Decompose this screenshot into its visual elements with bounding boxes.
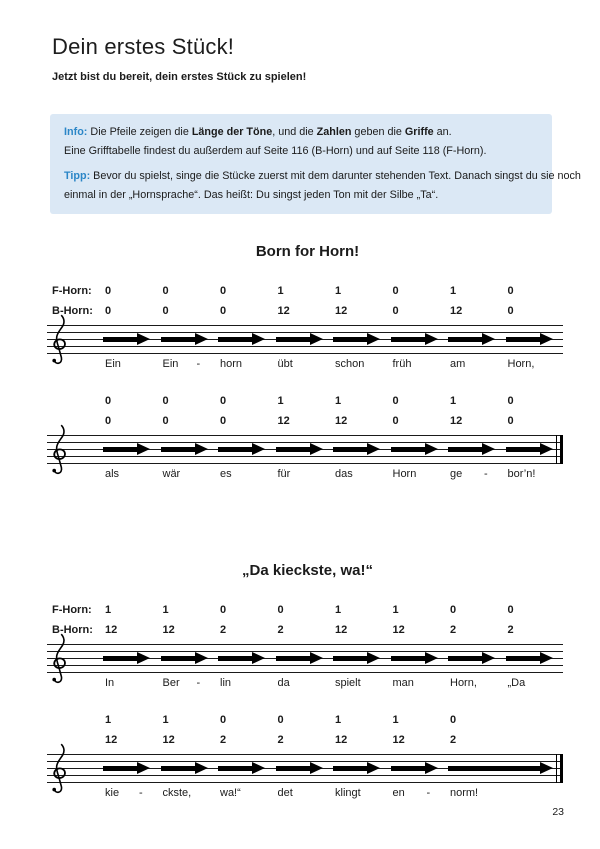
fingering-cell: 0 [392, 305, 399, 317]
infobox-line [64, 123, 538, 142]
fingering-cell: 12 [335, 624, 348, 636]
fingering-cell: 2 [450, 734, 457, 746]
note-arrow-body [276, 337, 310, 342]
lyric-syllable: ckste, [162, 787, 192, 799]
note-arrow-head [310, 762, 323, 774]
lyric-cell [448, 676, 506, 690]
lyric-row [52, 676, 563, 690]
lyric-syllable: man [392, 677, 414, 689]
fingering-cell: 0 [105, 395, 112, 407]
song-systems [52, 600, 563, 800]
note-arrow-head [195, 762, 208, 774]
note-arrow-head [252, 443, 265, 455]
staff [47, 644, 563, 673]
song-section-born-for-horn [52, 243, 563, 481]
fingering-cell: 2 [220, 624, 227, 636]
lyric-syllable: ge [450, 468, 463, 480]
lyric-cell [506, 676, 564, 690]
fingering-cell: 0 [392, 285, 399, 297]
fingering-cell: 1 [335, 285, 342, 297]
page-title: Dein erstes Stück! [52, 34, 235, 59]
fingering-cells [103, 730, 563, 750]
fingering-cell: 12 [392, 624, 405, 636]
staff [47, 435, 563, 464]
fingering-cell: 0 [105, 305, 112, 317]
infobox-text: Länge der Töne [191, 126, 273, 138]
note-arrow-body [161, 337, 195, 342]
infobox-text: geben die [351, 126, 405, 138]
lyric-hyphen: - [196, 358, 201, 370]
fingering-cells [103, 301, 563, 321]
note-arrow-head [367, 443, 380, 455]
fingering-cell: 0 [220, 305, 227, 317]
note-arrow-body [218, 337, 252, 342]
fingering-cell: 0 [220, 415, 227, 427]
music-system [52, 391, 563, 481]
note-arrow-head [137, 443, 150, 455]
song-title: „Da kieckste, wa!“ [242, 562, 373, 579]
lyric-syllable: Horn, [507, 358, 535, 370]
fingering-cell: 0 [162, 305, 169, 317]
fingering-cells [103, 620, 563, 640]
infobox-paragraph [64, 123, 538, 160]
page-subtitle: Jetzt bist du bereit, dein erstes Stück zu spielen! [52, 71, 307, 83]
final-barline-thick [560, 435, 564, 464]
lyric-cell [103, 786, 161, 800]
fingering-cell: 12 [335, 305, 348, 317]
lyric-cell [506, 357, 564, 371]
lyric-cell [391, 357, 449, 371]
lyric-syllable: bor’n! [507, 468, 536, 480]
lyric-cell [333, 786, 391, 800]
note-arrow-head [482, 652, 495, 664]
infobox-text: Bevor du spielst, singe die Stücke zuerst mit dem darunter stehenden Text. Danach singst du sie noch [90, 170, 581, 182]
fingering-row-bhorn [52, 730, 563, 750]
lyric-cell [103, 467, 161, 481]
note-arrow-body [506, 656, 540, 661]
lyric-syllable: horn [220, 358, 243, 370]
fingering-row-bhorn [52, 301, 563, 321]
lyric-cell [218, 467, 276, 481]
lyric-cell [218, 786, 276, 800]
music-system [52, 600, 563, 690]
note-arrow-body [506, 447, 540, 452]
lyric-cell [276, 676, 334, 690]
fingering-cell: 1 [162, 604, 169, 616]
lyric-cell [333, 467, 391, 481]
lyric-hyphen: - [139, 787, 143, 799]
song-title: Born for Horn! [255, 243, 360, 260]
note-arrow-body [276, 766, 310, 771]
lyric-syllable: en [392, 787, 405, 799]
fingering-cells [103, 281, 563, 301]
note-arrow-head [137, 762, 150, 774]
note-arrow-body [103, 656, 137, 661]
lyric-cell [448, 357, 506, 371]
note-arrow-head [252, 652, 265, 664]
note-arrow-head [482, 443, 495, 455]
fingering-cell: 1 [277, 285, 284, 297]
fingering-cell: 0 [277, 714, 284, 726]
lyric-syllable: am [450, 358, 466, 370]
note-arrow-head [137, 333, 150, 345]
note-arrow-body [161, 656, 195, 661]
note-arrow-head [310, 652, 323, 664]
note-arrow-head [425, 762, 438, 774]
note-arrow-body [391, 766, 425, 771]
note-arrow-body [391, 447, 425, 452]
infobox-paragraph [64, 167, 581, 204]
lyric-cell [276, 357, 334, 371]
note-arrow-head [482, 333, 495, 345]
lyric-syllable: als [105, 468, 120, 480]
infobox-text: Zahlen [316, 126, 352, 138]
fingering-row-bhorn [52, 411, 563, 431]
note-arrow-head [540, 443, 553, 455]
lyric-cell [161, 467, 219, 481]
fingering-cell: 1 [335, 604, 342, 616]
fingering-cell: 2 [507, 624, 514, 636]
note-arrow-head [540, 652, 553, 664]
note-arrow-head [310, 333, 323, 345]
fingering-cells [103, 391, 563, 411]
fingering-cell: 12 [277, 305, 290, 317]
fingering-cell: 0 [162, 415, 169, 427]
fingering-cell: 1 [162, 714, 169, 726]
note-arrow-body [448, 337, 482, 342]
lyric-cell [391, 467, 449, 481]
fingering-cell: 2 [277, 624, 284, 636]
fingering-cell: 12 [335, 415, 348, 427]
info-tip-box [50, 114, 581, 214]
infobox-line [64, 186, 538, 205]
fingering-cell: 12 [162, 624, 175, 636]
infobox-text: an. [433, 126, 452, 138]
fingering-cell: 1 [105, 714, 112, 726]
note-arrow-body [391, 337, 425, 342]
note-arrow-body [333, 447, 367, 452]
fingering-cell: 1 [335, 395, 342, 407]
lyric-cell [333, 357, 391, 371]
fingering-cell: 0 [162, 285, 169, 297]
page-number: 23 [552, 806, 564, 818]
fingering-cell: 1 [277, 395, 284, 407]
fingering-row-label-fhorn: F-Horn: [52, 285, 92, 297]
note-arrow-head [540, 333, 553, 345]
note-arrow-body [161, 766, 195, 771]
lyric-cells [103, 676, 563, 690]
lyric-hyphen: - [426, 787, 431, 799]
lyric-syllable: früh [392, 358, 412, 370]
lyric-syllable: In [105, 677, 115, 689]
final-barline-thin [556, 435, 558, 464]
lyric-cell [333, 676, 391, 690]
fingering-cell: 0 [450, 714, 457, 726]
lyric-syllable: wär [162, 468, 181, 480]
fingering-cell: 1 [105, 604, 112, 616]
fingering-cell: 0 [450, 604, 457, 616]
fingering-row-bhorn [52, 620, 563, 640]
infobox-text: Eine Grifftabelle findest du außerdem auf Seite 116 (B-Horn) und auf Seite 118 (F-Horn). [64, 144, 487, 157]
lyric-cell [161, 676, 219, 690]
note-arrow-body [448, 656, 482, 661]
note-arrow-head [367, 333, 380, 345]
note-arrow-head [137, 652, 150, 664]
fingering-cell: 2 [277, 734, 284, 746]
note-arrow-head [310, 443, 323, 455]
fingering-cell: 0 [507, 305, 514, 317]
note-arrow-head [252, 333, 265, 345]
fingering-cell: 0 [105, 285, 112, 297]
fingering-cells [103, 710, 563, 730]
note-arrow-head [367, 762, 380, 774]
infobox-text: Die Pfeile zeigen die [87, 126, 192, 138]
lyric-cells [103, 467, 563, 481]
note-arrow-body [391, 656, 425, 661]
lyric-syllable: wa!“ [220, 787, 241, 799]
note-arrow-body [218, 766, 252, 771]
lyric-cell [448, 467, 506, 481]
fingering-row-fhorn [52, 281, 563, 301]
lyric-syllable: lin [220, 677, 232, 689]
fingering-cell: 1 [392, 604, 399, 616]
fingering-cell: 1 [335, 714, 342, 726]
fingering-cell: 0 [507, 604, 514, 616]
lyric-syllable: Horn [392, 468, 417, 480]
final-barline-thick [560, 754, 564, 783]
fingering-cell: 12 [277, 415, 290, 427]
lyric-row [52, 786, 563, 800]
note-arrow-body [103, 447, 137, 452]
note-arrow-head [540, 762, 553, 774]
note-arrow-body [103, 337, 137, 342]
lyric-syllable: da [277, 677, 290, 689]
staff [47, 754, 563, 783]
note-arrow-body [448, 447, 482, 452]
infobox-keyword-label: Tipp: [64, 170, 91, 182]
lyric-syllable: übt [277, 358, 293, 370]
lyric-cell [391, 786, 449, 800]
lyric-syllable: norm! [450, 787, 479, 799]
lyric-syllable: Ein [105, 358, 121, 370]
note-arrow-body [161, 447, 195, 452]
note-arrow-head [367, 652, 380, 664]
lyric-cell [161, 357, 219, 371]
lyric-cells [103, 357, 563, 371]
fingering-cell: 12 [450, 415, 463, 427]
note-arrow-body [506, 337, 540, 342]
fingering-cell: 12 [105, 734, 118, 746]
song-section-da-kieckste-wa [52, 562, 563, 800]
fingering-cell: 1 [392, 714, 399, 726]
lyric-cell [448, 786, 506, 800]
note-arrow-body [276, 447, 310, 452]
lyric-hyphen: - [484, 468, 488, 480]
fingering-cell: 0 [392, 395, 399, 407]
fingering-row-label-bhorn: B-Horn: [52, 305, 93, 317]
fingering-cell: 0 [220, 395, 227, 407]
fingering-cell: 0 [507, 285, 514, 297]
fingering-cells [103, 600, 563, 620]
lyric-cell [103, 676, 161, 690]
music-system [52, 710, 563, 800]
note-arrow-body [333, 656, 367, 661]
fingering-cell: 12 [450, 305, 463, 317]
note-arrow-head [252, 762, 265, 774]
music-system [52, 281, 563, 371]
lyric-row [52, 467, 563, 481]
fingering-cell: 0 [220, 714, 227, 726]
lyric-row [52, 357, 563, 371]
lyric-cell [391, 676, 449, 690]
lyric-cell [276, 786, 334, 800]
lyric-syllable: das [335, 468, 353, 480]
fingering-row-fhorn [52, 600, 563, 620]
lyric-cell [161, 786, 219, 800]
fingering-cell: 0 [507, 395, 514, 407]
fingering-cell: 12 [392, 734, 405, 746]
infobox-text: , und die [272, 126, 317, 138]
note-arrow-head [195, 333, 208, 345]
note-arrow-body [333, 766, 367, 771]
lyric-cell [276, 467, 334, 481]
note-arrow-body [218, 656, 252, 661]
note-arrow-head [195, 652, 208, 664]
lyric-cell [218, 676, 276, 690]
fingering-cell: 12 [335, 734, 348, 746]
infobox-text: einmal in der „Hornsprache“. Das heißt: Du singst jeden Ton mit der Silbe „Ta“. [64, 188, 439, 201]
lyric-syllable: für [277, 468, 291, 480]
note-arrow-body [333, 337, 367, 342]
fingering-row-fhorn [52, 391, 563, 411]
infobox-line [64, 167, 581, 186]
lyric-syllable: kie [105, 787, 120, 799]
fingering-cell: 0 [507, 415, 514, 427]
note-arrow-body [276, 656, 310, 661]
fingering-cell: 2 [220, 734, 227, 746]
lyric-hyphen: - [196, 677, 201, 689]
lyric-syllable: „Da [507, 677, 526, 689]
fingering-row-fhorn [52, 710, 563, 730]
fingering-cells [103, 411, 563, 431]
fingering-row-label-bhorn: B-Horn: [52, 624, 93, 636]
lyric-cell [506, 467, 564, 481]
lyric-syllable: det [277, 787, 293, 799]
note-arrow-body [103, 766, 137, 771]
note-arrow-body [448, 766, 540, 771]
infobox-text: Griffe [404, 126, 434, 138]
song-systems [52, 281, 563, 481]
fingering-row-label-fhorn: F-Horn: [52, 604, 92, 616]
fingering-cell: 12 [162, 734, 175, 746]
final-barline-thin [556, 754, 558, 783]
fingering-cell: 0 [392, 415, 399, 427]
note-arrow-body [218, 447, 252, 452]
lyric-syllable: Ein [162, 358, 179, 370]
lyric-syllable: es [220, 468, 232, 480]
lyric-cells [103, 786, 563, 800]
fingering-cell: 0 [105, 415, 112, 427]
infobox-line [64, 142, 538, 161]
fingering-cell: 0 [220, 285, 227, 297]
fingering-cell: 1 [450, 395, 457, 407]
lyric-cell [103, 357, 161, 371]
fingering-cell: 0 [277, 604, 284, 616]
fingering-cell: 0 [220, 604, 227, 616]
infobox-keyword-label: Info: [64, 126, 88, 138]
lyric-syllable: Horn, [450, 677, 477, 689]
fingering-cell: 12 [105, 624, 118, 636]
lyric-syllable: schon [335, 358, 365, 370]
fingering-cell: 1 [450, 285, 457, 297]
lyric-syllable: spielt [335, 677, 361, 689]
lyric-syllable: klingt [335, 787, 361, 799]
note-arrow-head [425, 333, 438, 345]
staff [47, 325, 563, 354]
fingering-cell: 0 [162, 395, 169, 407]
lyric-cell [218, 357, 276, 371]
note-arrow-head [195, 443, 208, 455]
note-arrow-head [425, 443, 438, 455]
lyric-syllable: Ber [162, 677, 180, 689]
note-arrow-head [425, 652, 438, 664]
fingering-cell: 2 [450, 624, 457, 636]
